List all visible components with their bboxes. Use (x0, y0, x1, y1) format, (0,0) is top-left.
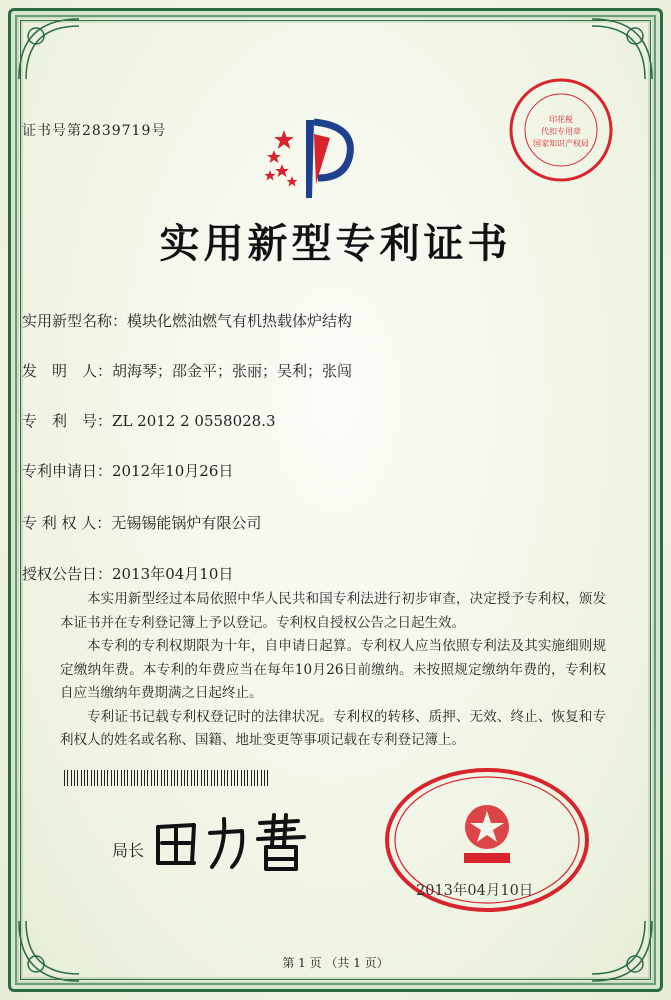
field-label: 专 利 权 人： (22, 514, 112, 532)
tax-stamp-seal-icon (507, 76, 615, 184)
barcode-icon (64, 770, 270, 786)
field-inventors (22, 360, 352, 381)
page-number: 第 1 页 （共 1 页） (282, 956, 389, 970)
field-value: ZL 2012 2 0558028.3 (112, 412, 276, 430)
field-utility-model-name (22, 310, 352, 331)
corner-ornament-bottom-right (587, 916, 657, 986)
field-application-date (22, 460, 233, 481)
patent-office-logo-icon (262, 112, 362, 202)
body-paragraph: 专利证书记载专利权登记时的法律状况。专利权的转移、质押、无效、终止、恢复和专利权人的姓名或名称、国籍、地址变更等事项记载在专利登记簿上。 (60, 708, 606, 748)
body-paragraph: 本实用新型经过本局依照中华人民共和国专利法进行初步审查，决定授予专利权，颁发本证书并在专利登记簿上予以登记。专利权自授权公告之日起生效。 (60, 591, 606, 631)
certificate-number: 证书号第2839719号 (22, 123, 167, 139)
svg-text:代扣专用章: 代扣专用章 (541, 127, 581, 136)
director-label: 局长 (112, 841, 145, 860)
corner-ornament-top-right (587, 14, 657, 84)
certificate-title: 实用新型专利证书 (159, 220, 512, 267)
director-signature-icon (148, 805, 318, 875)
field-value: 模块化燃油燃气有机热载体炉结构 (127, 312, 353, 330)
field-label: 专 利 号： (22, 412, 113, 430)
svg-text:国家知识产权局: 国家知识产权局 (533, 139, 589, 148)
body-paragraph: 本专利的专利权期限为十年，自申请日起算。专利权人应当依照专利法及其实施细则规定缴纳年费。本专利的年费应当在每年10月26日前缴纳。未按照规定缴纳年费的，专利权自应当缴纳年费期满之日起终止。 (60, 638, 606, 701)
field-label: 发 明 人： (22, 362, 113, 380)
corner-ornament-top-left (14, 14, 84, 84)
field-patent-number (22, 410, 276, 431)
corner-ornament-bottom-left (14, 916, 84, 986)
svg-text:印花税: 印花税 (549, 115, 573, 124)
field-label: 实用新型名称： (22, 312, 128, 330)
field-label: 授权公告日： (22, 565, 113, 583)
field-label: 专利申请日： (22, 462, 113, 480)
field-value: 2012年10月26日 (112, 462, 234, 480)
certificate-body (60, 588, 606, 753)
field-value: 无锡锡能锅炉有限公司 (111, 514, 262, 532)
field-value: 胡海琴；邵金平；张丽；吴利；张闯 (112, 362, 353, 380)
seal-date: 2013年04月10日 (416, 883, 534, 899)
field-patentee (22, 512, 261, 533)
field-value: 2013年04月10日 (112, 565, 234, 583)
field-grant-date (22, 563, 233, 584)
